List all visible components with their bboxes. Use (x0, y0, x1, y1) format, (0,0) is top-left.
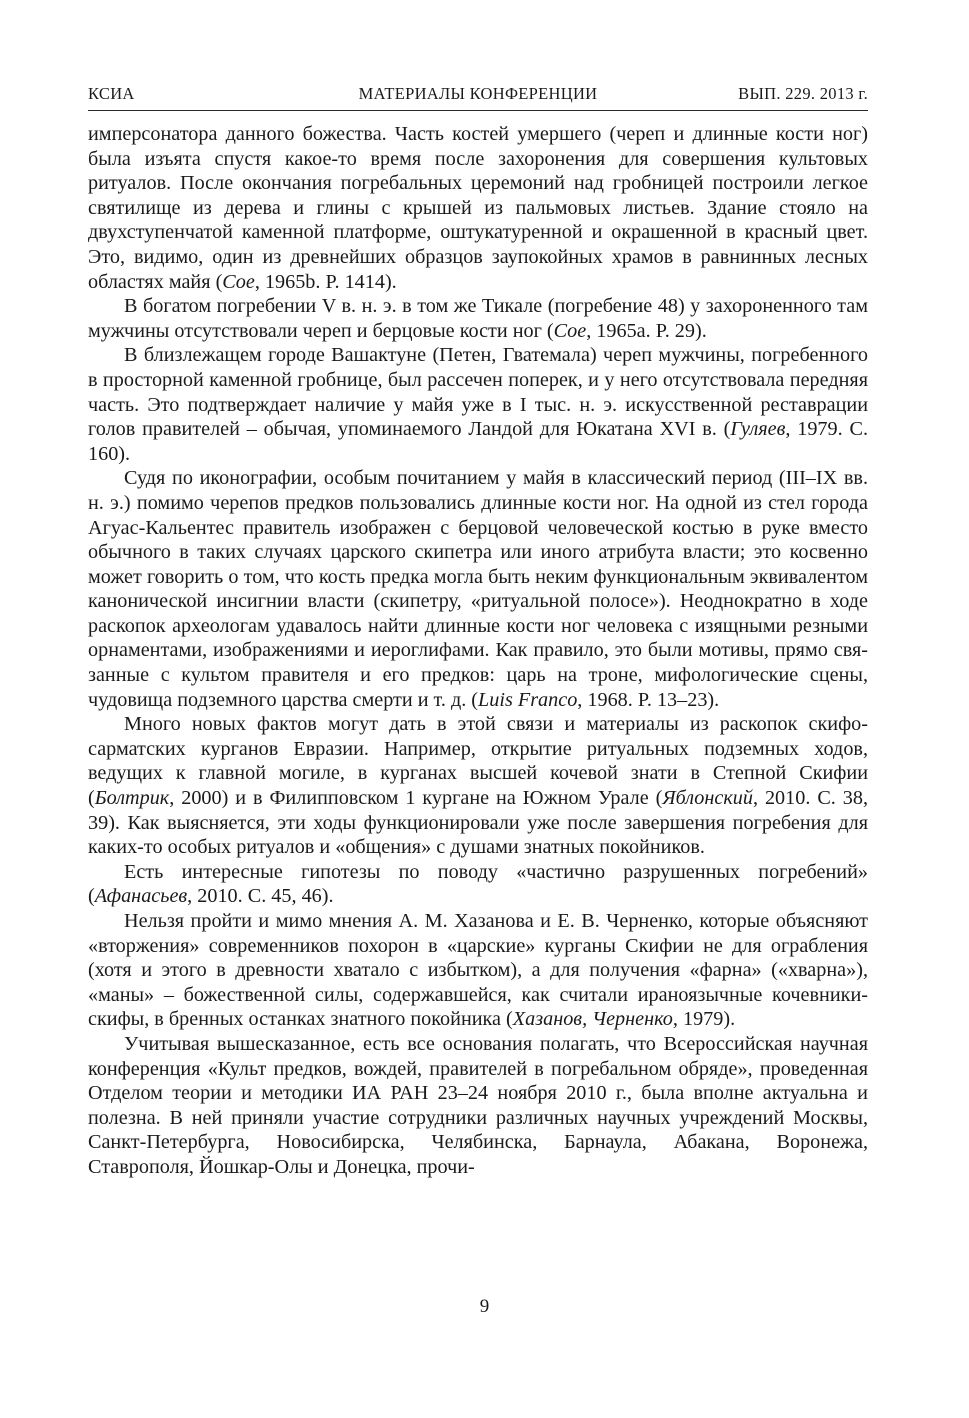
paragraph (88, 466, 868, 712)
paragraph-text: Есть интересные гипотезы по поводу «частично разрушенных погребений» ( (88, 860, 868, 908)
running-header (88, 84, 868, 110)
citation-author: Афанасьев (94, 885, 188, 908)
paragraph (88, 860, 868, 909)
paragraph-text: , 2010. С. 38, 39). Как выясняется, эти ходы функционировали уже после завершения погребения для каких-то особых ритуалов и «общения» с душами знатных покойников. (88, 787, 868, 859)
paragraph-text: В богатом погребении V в. н. э. в том же Тикале (погребение 48) у захороненного там мужчины отсутствовали череп и берцовые кости ног ( (88, 295, 868, 342)
header-rule (88, 110, 868, 111)
citation-author: Хазанов, Черненко (512, 1008, 673, 1031)
journal-abbreviation: КСИА (88, 84, 135, 103)
section-title: МАТЕРИАЛЫ КОНФЕРЕНЦИИ (358, 84, 598, 103)
paragraph (88, 1032, 868, 1180)
paragraph (88, 294, 868, 343)
paragraph (88, 122, 868, 294)
paragraph-text: , 1979. С. 160). (88, 418, 868, 465)
citation-author: Болтрик (94, 787, 170, 810)
body-text (88, 122, 868, 1180)
paragraph-text: , 1979). (672, 1008, 736, 1031)
citation-author: Гуляев (730, 418, 786, 441)
issue-info: ВЫП. 229. 2013 г. (738, 84, 868, 103)
paragraph-text: Учитывая вышесказанное, есть все основания полагать, что Всероссийская научная конференция «Культ предков, вождей, правителей в погребальном обряде», проведенная Отделом теории и методики ИА РАН 23–24 ноября 2010 г., была вполне актуальна и полезна. В ней приняли участие сотрудники различных научных учреждений Москвы, Санкт-Петербурга, Новосибирска, Челябинска, Барнаула, Абакана, Воронежа, Ставрополя, Йошкар-Олы и Донецка, прочи- (88, 1032, 868, 1178)
citation-author: Luis Franco (478, 688, 578, 711)
paragraph (88, 712, 868, 860)
paragraph-text: , 2010. С. 45, 46). (187, 885, 334, 908)
paragraph-text: Судя по иконографии, особым почитанием у майя в классический период (III–IX вв. н. э.) помимо черепов предков пользовались длинные кости ног. На одной из стел города Агуас-Кальентес правитель изображен с берцовой человеческой костью в руке вместо обычного в таких случаях царского скипетра или иного атрибута власти; это косвенно может говорить о том, что кость предка могла быть неким функциональным эквивалентом канонической инсигнии власти (скипетру, «ритуальной полосе»). Неоднократно в ходе раскопок археологам удавалось найти длинные кости ног человека с изящными резными орнаментами, изображениями и иероглифами. Как правило, это были мотивы, прямо связанные с культом правителя и его предков: царь на троне, мифологические сцены, чудовища подземного царства смерти и т. д. ( (88, 467, 868, 711)
paragraph-text: , 1965b. P. 1414). (254, 270, 397, 293)
paragraph-text: Нельзя пройти и мимо мнения А. М. Хазанова и Е. В. Черненко, которые объясняют «вторжения» современников похорон в «царские» курганы Скифии не для ограбления (хотя и этого в древности хватало с избытком), а для получения «фарна» («хварна»), «маны» – божественной силы, содержавшейся, как считали ираноязычные кочевники-скифы, в бренных останках знатного покойника ( (88, 910, 868, 1031)
paragraph-text: , 1968. P. 13–23). (577, 688, 720, 711)
paragraph (88, 343, 868, 466)
paragraph-text: , 2000) и в Филипповском 1 кургане на Южном Урале ( (169, 787, 663, 810)
paragraph-text: В близлежащем городе Вашактуне (Петен, Гватемала) череп мужчины, погребенного в просторной каменной гробнице, был рассечен поперек, и у него отсутствовала передняя часть. Это подтверждает наличие у майя уже в I тыс. н. э. искусственной реставрации голов правителей – обычая, упоминаемого Ландой для Юкатана XVI в. ( (88, 344, 868, 441)
citation-author: Яблонский (662, 787, 753, 810)
paragraph-text: имперсонатора данного божества. Часть костей умершего (череп и длинные кости ног) была изъята спустя какое-то время после захоронения для совершения культовых ритуалов. После окончания погребальных церемоний над гробницей построили легкое святилище из дерева и глины с крышей из пальмовых листьев. Здание стояло на двухступенчатой каменной платформе, оштукатуренной и окрашенной в красный цвет. Это, видимо, один из древнейших образцов заупокойных храмов в равнинных лесных областях майя ( (88, 123, 868, 293)
paragraph-text: Много новых фактов могут дать в этой связи и материалы из раскопок скифо-сарматских курганов Евразии. Например, открытие ритуальных подземных ходов, ведущих к главной могиле, в курганах высшей кочевой знати в Степной Скифии ( (88, 713, 868, 810)
paragraph-text: , 1965a. P. 29). (586, 319, 707, 342)
citation-author: Coe (553, 319, 587, 342)
citation-author: Coe (222, 270, 255, 293)
paragraph (88, 909, 868, 1032)
page-number: 9 (479, 1296, 490, 1317)
